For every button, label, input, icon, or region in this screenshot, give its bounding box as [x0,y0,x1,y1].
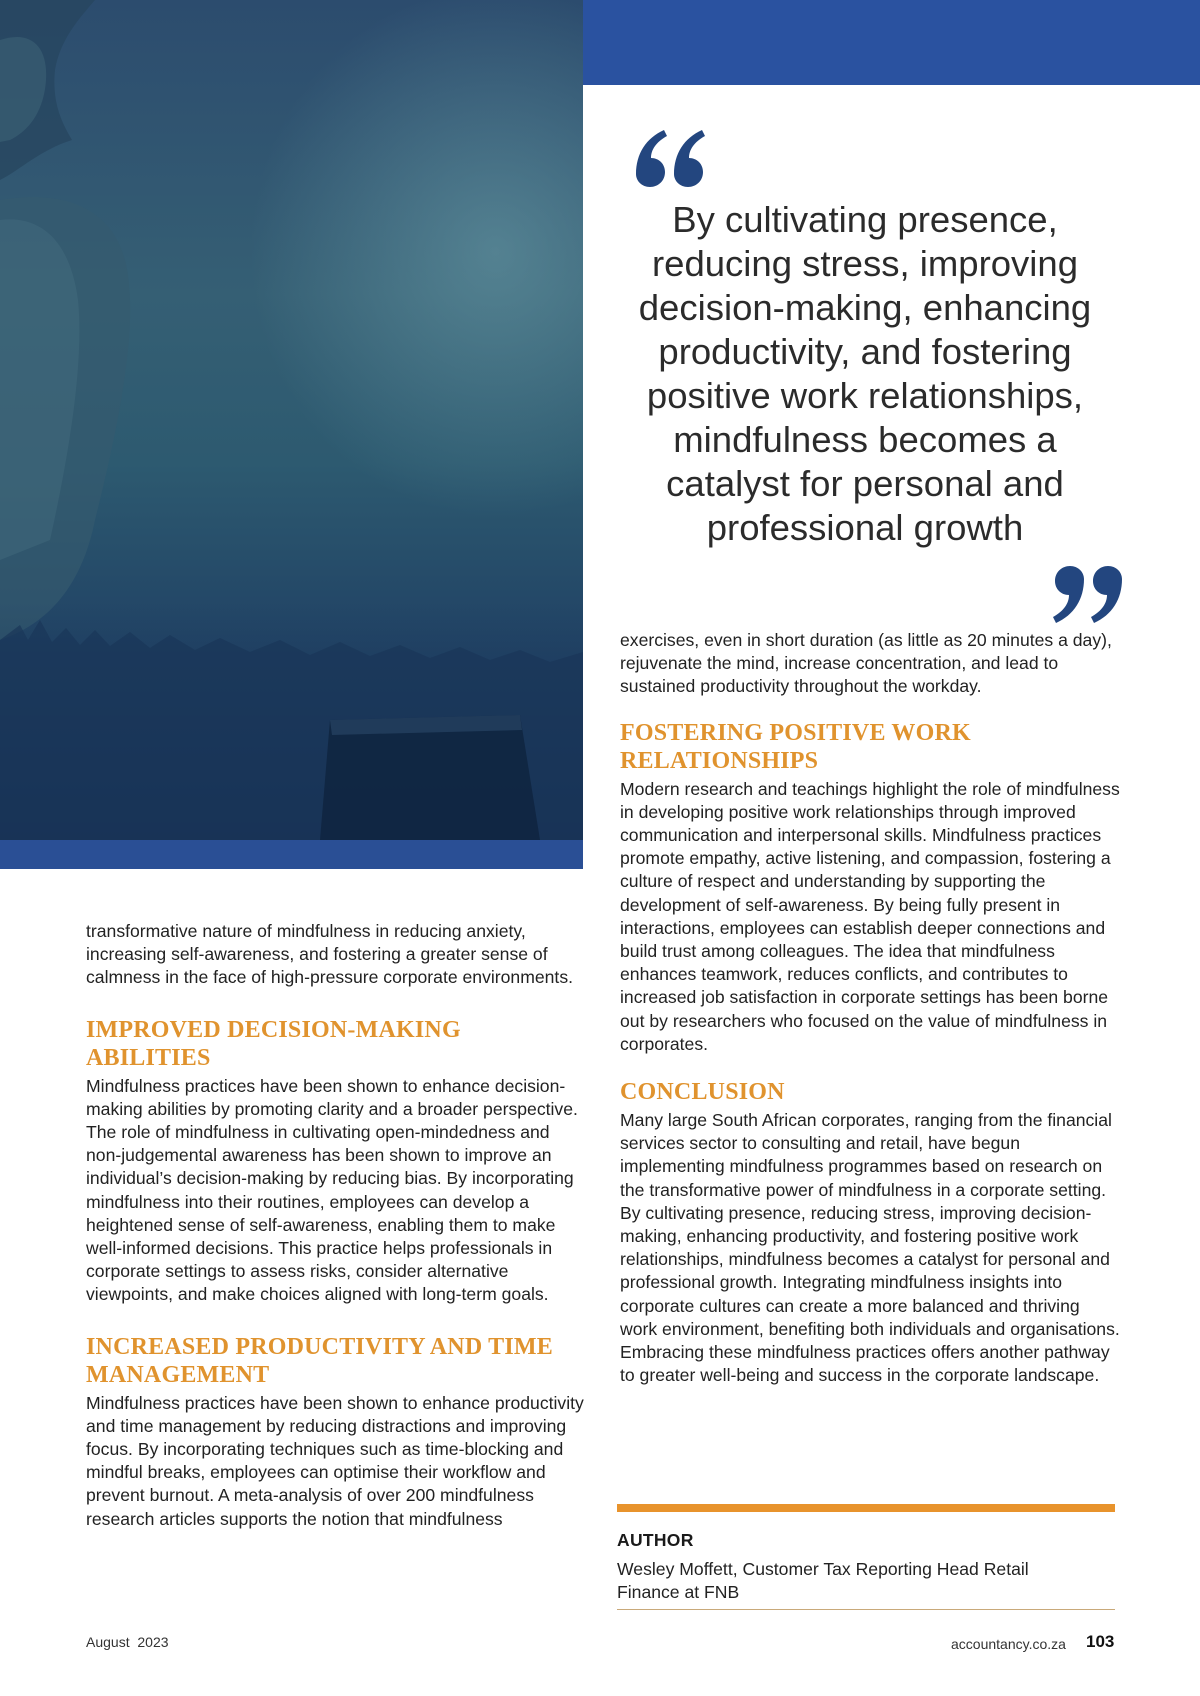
photo-woman-with-laptop-in-field-icon [0,0,583,840]
work-relationships-paragraph: Modern research and teachings highlight the role of mindfulness in developing positive work relationships through improved communication and interpersonal skills. Mindfulness practices promote empathy, active listening, and compassion, fostering a culture of respect and understanding by supporting the development of self-awareness. By being fully present in interactions, employees can establish deeper connections and build trust among colleagues. The idea that mindfulness enhances teamwork, reduces conflicts, and contributes to increased job satisfaction in corporate settings has been borne out by researchers who focused on the value of mindfulness in corporates. [620,778,1120,1054]
heading-decision-making: IMPROVED DECISION-MAKING ABILITIES [86,1016,461,1071]
productivity-paragraph: Mindfulness practices have been shown to enhance productivity and time management by reducing distractions and improving focus. By incorporating techniques such as time-blocking and mindful breaks, employees can optimise their workflow and prevent burnout. A meta-analysis of over 200 mindfulness research articles supports the notion that mindfulness [86,1392,584,1529]
footer-date: August 2023 [86,1634,169,1650]
decision-making-paragraph: Mindfulness practices have been shown to enhance decision-making abilities by promoting clarity and a broader perspective. The role of mindfulness in cultivating open-mindedness and non-judgemental awareness has been shown to improve an individual’s decision-making by reducing bias. By incorporating mindfulness into their routines, employees can develop a heightened sense of self-awareness, enabling them to make well-informed decisions. This practice helps professionals in corporate settings to assess risks, consider alternative viewpoints, and make choices aligned with long-term goals. [86,1075,578,1305]
left-column [86,920,586,1531]
heading-conclusion: CONCLUSION [620,1079,785,1106]
hero-bottom-band [0,840,583,869]
author-divider [617,1504,1115,1512]
footer-site: accountancy.co.za [951,1636,1066,1652]
top-blue-bar [583,0,1200,85]
intro-paragraph: transformative nature of mindfulness in reducing anxiety, increasing self-awareness, and fostering a greater sense of calmness in the face of high-pressure corporate environments. [86,921,574,988]
close-quote-icon [1046,555,1126,635]
right-column [620,629,1120,1387]
author-name: Wesley Moffett, Customer Tax Reporting Head Retail Finance at FNB [617,1559,1029,1602]
author-bottom-rule [617,1609,1115,1610]
page-number: 103 [1086,1632,1115,1651]
hero-photo [0,0,583,840]
pull-quote: By cultivating presence, reducing stress, improving decision-making, enhancing productivity, and fostering positive work relationships, mindfulness becomes a catalyst for personal and professional growth [638,199,1092,548]
continuation-paragraph: exercises, even in short duration (as little as 20 minutes a day), rejuvenate the mind, increase concentration, and lead to sustained productivity throughout the workday. [620,630,1112,697]
heading-productivity: INCREASED PRODUCTIVITY AND TIME MANAGEMENT [86,1333,553,1388]
author-label: AUTHOR [617,1530,694,1550]
heading-work-relationships: FOSTERING POSITIVE WORK RELATIONSHIPS [620,719,971,774]
conclusion-paragraph: Many large South African corporates, ranging from the financial services sector to consulting and retail, have begun implementing mindfulness programmes based on research on the transformative power of mindfulness in a corporate setting. By cultivating presence, reducing stress, improving decision-making, enhancing productivity, and fostering positive work relationships, mindfulness becomes a catalyst for personal and professional growth. Integrating mindfulness insights into corporate cultures can create a more balanced and thriving work environment, benefiting both individuals and organisations. Embracing these mindfulness practices offers another pathway to greater well-being and success in the corporate landscape. [620,1110,1120,1386]
open-quote-icon [632,120,712,200]
